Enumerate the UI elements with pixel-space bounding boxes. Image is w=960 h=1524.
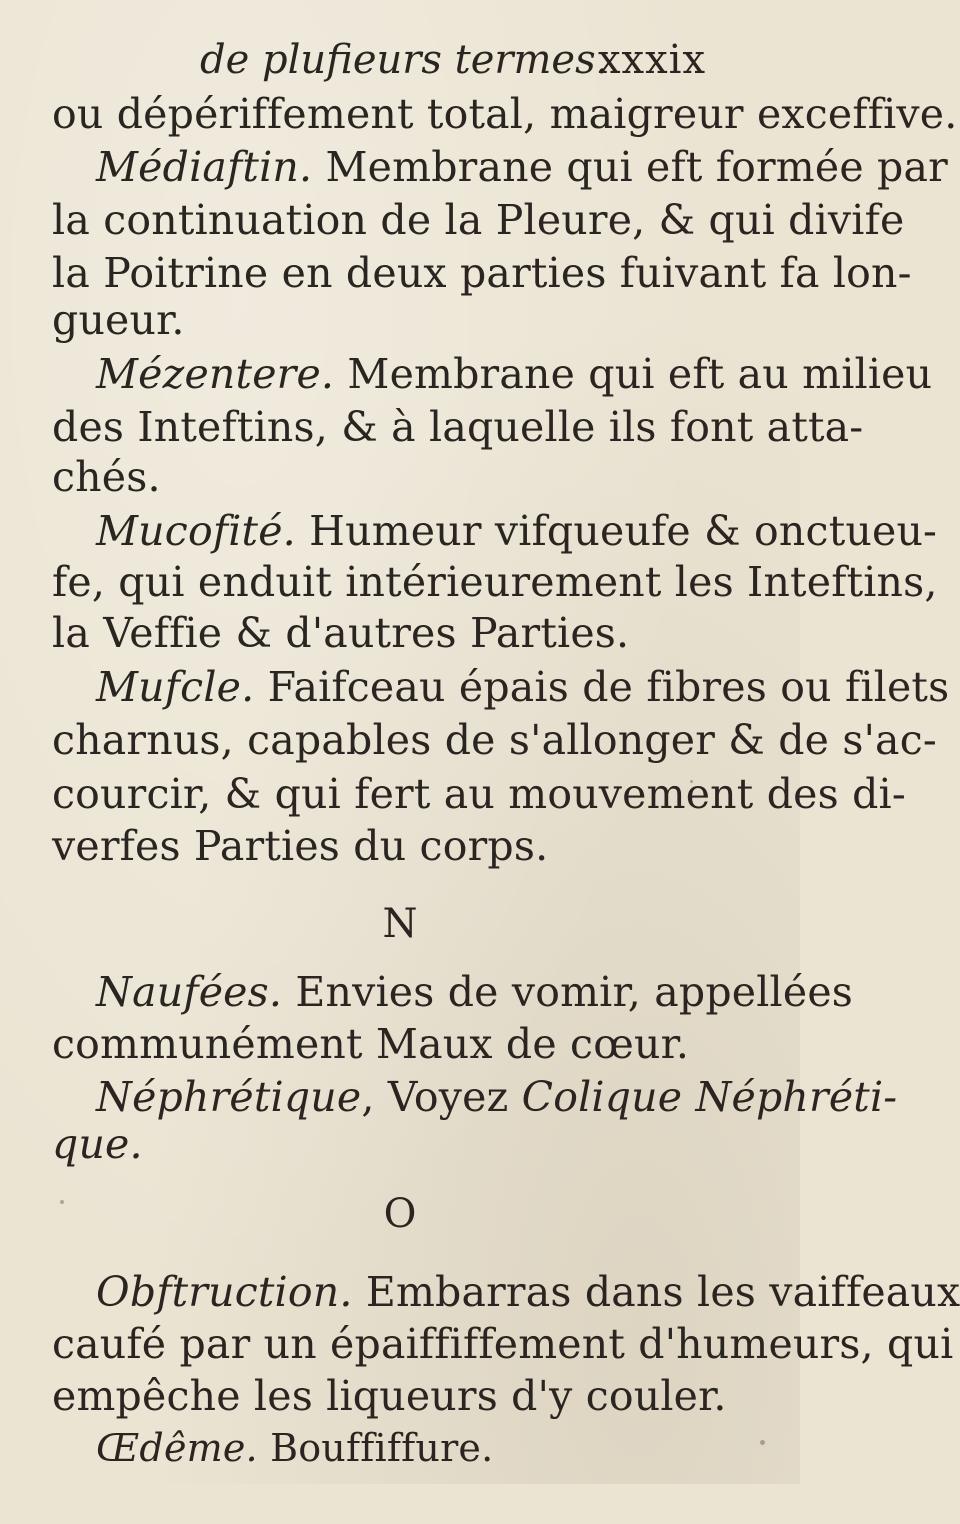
entry-term: Mézentere.	[96, 350, 335, 398]
entry-definition	[102, 1499, 111, 1500]
text-line: la Poitrine en deux parties fuivant fa lon-	[52, 249, 912, 297]
section-letter-o: O	[383, 1191, 417, 1237]
entry-term: Médiaftin.	[96, 143, 313, 191]
entry-ombilic	[96, 1476, 110, 1524]
entry-term: Œdême.	[96, 1426, 258, 1470]
text-line: fe, qui enduit intérieurement les Inteftins,	[52, 558, 938, 606]
entry-mediastin	[96, 143, 948, 191]
paper-speck	[60, 1200, 64, 1204]
paper-speck	[760, 1440, 765, 1445]
page-number: xxxix	[598, 37, 707, 83]
text-line: courcir, & qui fert au mouvement des di-	[52, 770, 906, 818]
text-line: caufé par un épaiffiffement d'humeurs, qui	[52, 1320, 954, 1368]
paper-speck	[690, 780, 693, 783]
entry-term: Obftruction.	[96, 1268, 353, 1316]
entry-definition: Embarras dans les vaiffeaux	[352, 1268, 960, 1316]
entry-muscle	[96, 663, 949, 711]
entry-definition: Membrane qui eft formée par	[312, 143, 948, 191]
text-line: charnus, capables de s'allonger & de s'ac-	[52, 716, 937, 764]
text-line: des Inteftins, & à laquelle ils font atta-	[52, 403, 864, 451]
cross-reference: Colique Néphréti-	[521, 1073, 898, 1121]
entry-term: Mucofité.	[96, 507, 296, 555]
entry-term: Mufcle.	[96, 663, 255, 711]
text-line: que.	[52, 1120, 143, 1168]
section-letter-n: N	[382, 901, 418, 947]
entry-mucosite	[96, 507, 937, 555]
running-header-title: de plufieurs termes.	[200, 37, 609, 83]
text-line: communément Maux de cœur.	[52, 1020, 690, 1068]
entry-term: Néphrétique	[96, 1073, 362, 1121]
entry-mezentere	[96, 350, 932, 398]
text-line: chés.	[52, 453, 161, 501]
entry-definition: , Voyez	[361, 1073, 522, 1121]
entry-definition: Faifceau épais de fibres ou filets	[254, 663, 950, 711]
text-line: la continuation de la Pleure, & qui divife	[52, 196, 905, 244]
text-line: gueur.	[52, 296, 185, 344]
text-line: ou dépériffement total, maigreur exceffive.	[52, 90, 958, 138]
entry-nephretique	[96, 1073, 897, 1121]
entry-obstruction	[96, 1268, 960, 1316]
text-line: empêche les liqueurs d'y couler.	[52, 1372, 727, 1420]
entry-nausees	[96, 968, 853, 1016]
entry-definition: Bouffiffure.	[257, 1426, 494, 1470]
text-line: verfes Parties du corps.	[52, 822, 549, 870]
entry-definition: Membrane qui eft au milieu	[334, 350, 933, 398]
text-line: la Veffie & d'autres Parties.	[52, 609, 630, 657]
entry-definition: Envies de vomir, appellées	[282, 968, 854, 1016]
entry-oedeme	[96, 1424, 493, 1472]
entry-term: Naufées.	[96, 968, 283, 1016]
entry-definition: Humeur vifqueufe & onctueu-	[295, 507, 938, 555]
